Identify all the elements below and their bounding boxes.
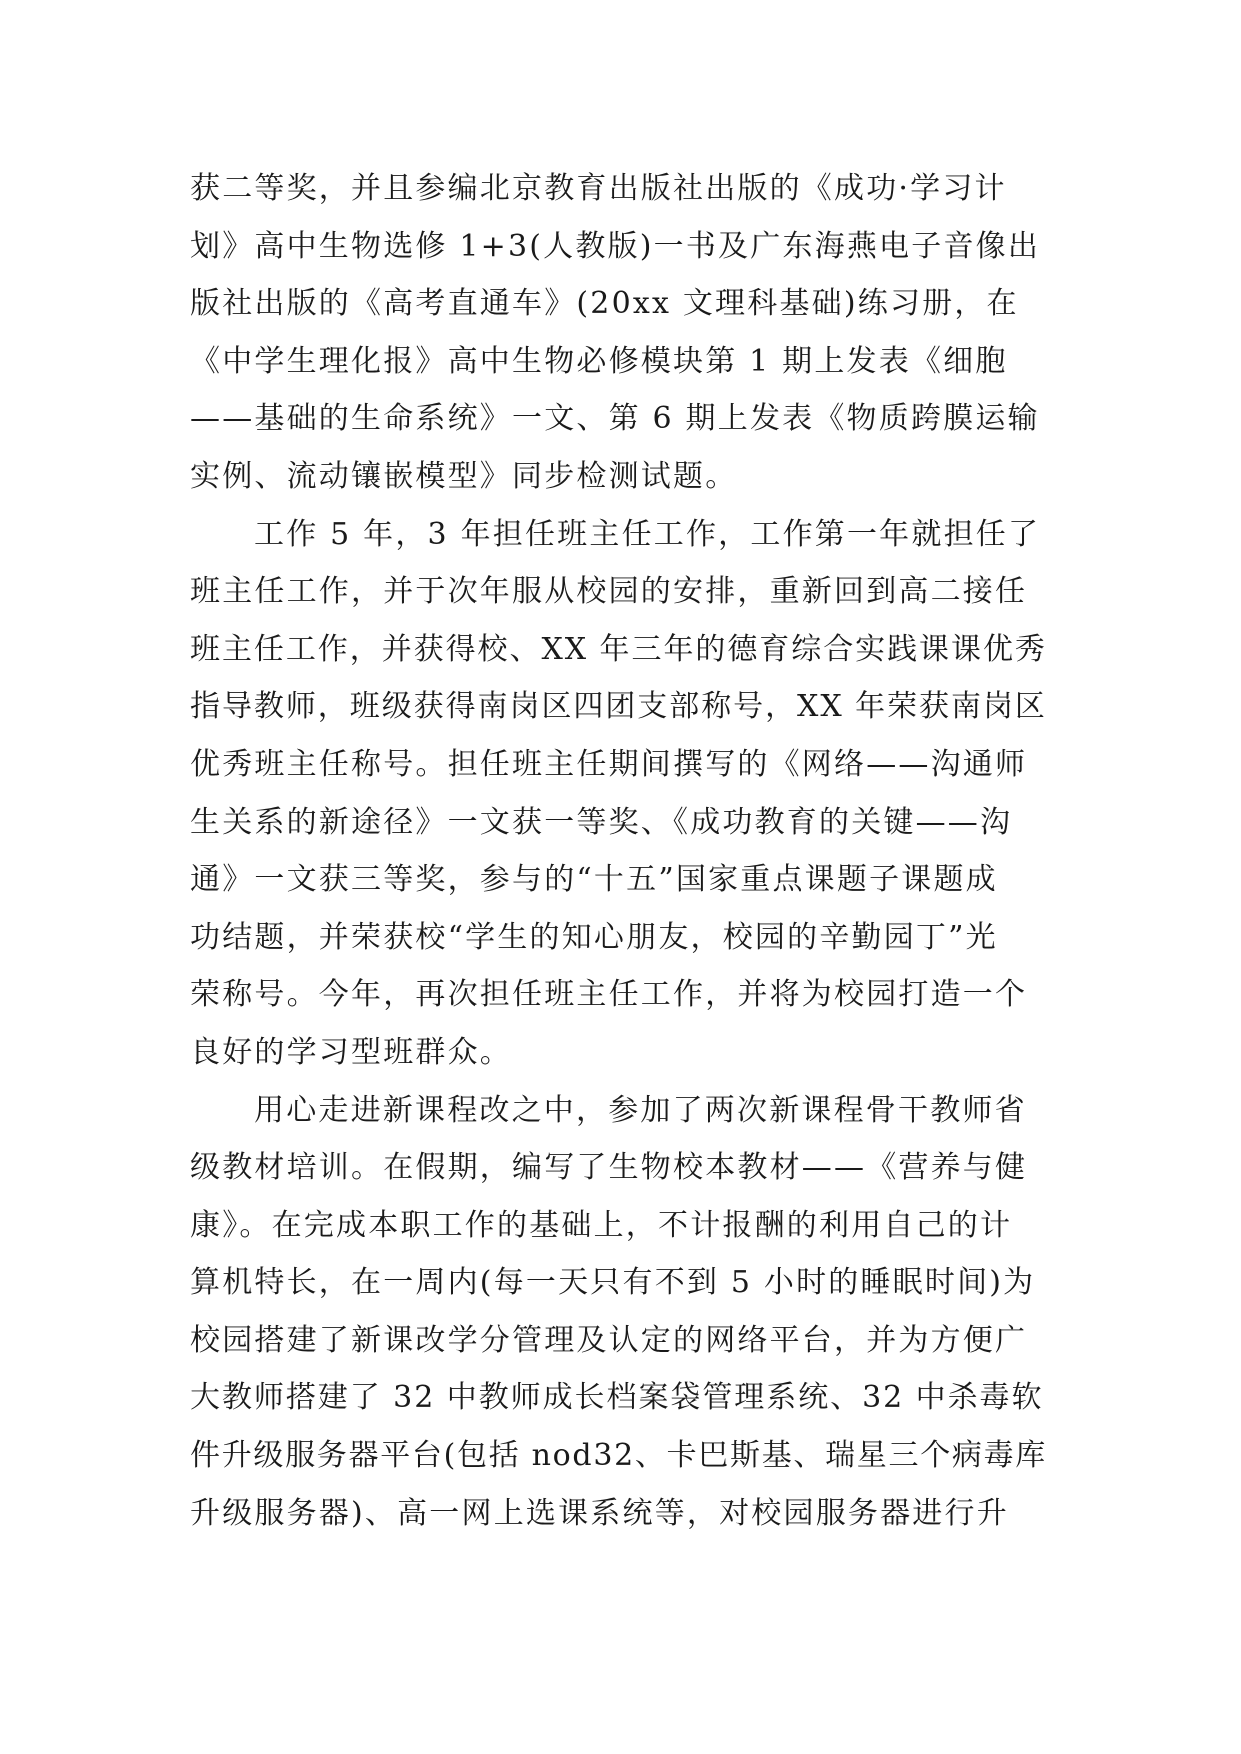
text-line: ——基础的生命系统》一文、第 6 期上发表《物质跨膜运输 <box>190 401 1040 437</box>
text-line: 大教师搭建了 32 中教师成长档案袋管理系统、32 中杀毒软 <box>190 1380 1044 1416</box>
text-line: 升级服务器)、高一网上选课系统等，对校园服务器进行升 <box>190 1495 1009 1531</box>
text-line: 版社出版的《高考直通车》(20xx 文理科基础)练习册，在 <box>190 286 1019 322</box>
text-line: 荣称号。今年，再次担任班主任工作，并将为校园打造一个 <box>190 977 1028 1013</box>
text-line: 工作 5 年，3 年担任班主任工作，工作第一年就担任了 <box>254 516 1041 552</box>
text-line: 实例、流动镶嵌模型》同步检测试题。 <box>190 458 738 494</box>
text-line: 良好的学习型班群众。 <box>190 1034 512 1070</box>
text-line: 算机特长，在一周内(每一天只有不到 5 小时的睡眠时间)为 <box>190 1265 1036 1301</box>
text-line: 划》高中生物选修 1+3(人教版)一书及广东海燕电子音像出 <box>190 228 1041 264</box>
text-line: 通》一文获三等奖，参与的“十五”国家重点课题子课题成 <box>190 862 998 898</box>
text-line: 优秀班主任称号。担任班主任期间撰写的《网络——沟通师 <box>190 746 1028 782</box>
text-line: 指导教师，班级获得南岗区四团支部称号，XX 年荣获南岗区 <box>190 689 1047 725</box>
text-line: 校园搭建了新课改学分管理及认定的网络平台，并为方便广 <box>190 1322 1028 1358</box>
text-line: 班主任工作，并获得校、XX 年三年的德育综合实践课课优秀 <box>190 631 1047 667</box>
text-line: 康》。在完成本职工作的基础上，不计报酬的利用自己的计 <box>190 1207 1013 1243</box>
text-line: 用心走进新课程改之中，参加了两次新课程骨干教师省 <box>254 1092 1027 1128</box>
text-line: 功结题，并荣获校“学生的知心朋友，校园的辛勤园丁”光 <box>190 919 998 955</box>
text-line: 生关系的新途径》一文获一等奖、《成功教育的关键——沟 <box>190 804 1013 840</box>
text-line: 级教材培训。在假期，编写了生物校本教材——《营养与健 <box>190 1150 1028 1186</box>
document-body <box>190 160 1050 1542</box>
text-line: 件升级服务器平台(包括 nod32、卡巴斯基、瑞星三个病毒库 <box>190 1438 1048 1474</box>
text-line: 获二等奖，并且参编北京教育出版社出版的《成功·学习计 <box>190 171 1007 206</box>
text-line: 《中学生理化报》高中生物必修模块第 1 期上发表《细胞 <box>190 343 1008 379</box>
text-line: 班主任工作，并于次年服从校园的安排，重新回到高二接任 <box>190 574 1028 610</box>
